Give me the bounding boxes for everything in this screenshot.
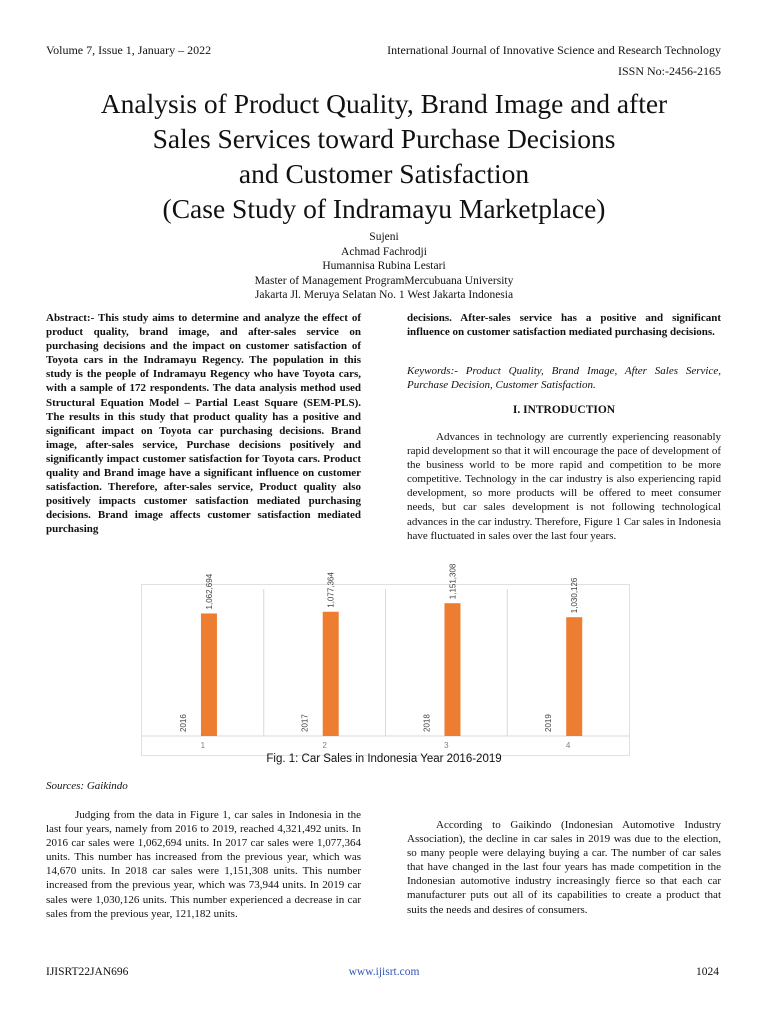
figure-caption: Fig. 1: Car Sales in Indonesia Year 2016-2019 — [266, 753, 502, 765]
data-label: 1,030,126 — [570, 577, 580, 614]
data-label: 1,062,694 — [204, 573, 214, 610]
body-paragraph-according: According to Gaikindo (Indonesian Automotive Industry Association), the decline in car sales in 2019 was due to the election, so many people were delaying buying a car. The number of car sales that have changed in the last four years has made competition in the Indonesian automotive industry increasingly fierce so that each car manufacturer puts out all of its capabilities to create a product that suits the needs and desires of consumers. — [407, 819, 721, 916]
x-tick-label: 3 — [444, 741, 449, 750]
data-label: 1,077,364 — [326, 572, 336, 608]
paper-title — [0, 86, 768, 226]
bar — [444, 603, 460, 736]
author-name: Sujeni — [369, 231, 399, 243]
author-affiliation: Master of Management ProgramMercubuana University — [254, 274, 514, 287]
bar — [201, 613, 217, 736]
journal-name: International Journal of Innovative Science and Research Technology — [387, 43, 721, 57]
introduction-paragraph: Advances in technology are currently experiencing reasonably rapid development so that it will encourage the pace of development of the business world to be more rapid and competition to be more competitive. Technology in the car industry is also experiencing rapid development, so more products will be offered to meet consumer needs, but car sales development is not following technological advances in the car industry. Therefore, Figure 1 Car sales in Indonesia have fluctuated in sales over the last four years. — [407, 431, 721, 542]
title-line: Sales Services toward Purchase Decisions — [152, 123, 616, 154]
title-line: (Case Study of Indramayu Marketplace) — [162, 193, 606, 224]
author-name: Achmad Fachrodji — [341, 245, 427, 258]
group-label: 2016 — [178, 714, 188, 732]
abstract-column-1: Abstract:- This study aims to determine and analyze the effect of product quality, brand image, and after-sales service on purchasing decisions and the impact on customer satisfaction of Toyota cars in the Indramayu Regency. The population in this study is the people of Indramayu Regency who have Toyota cars, with a sample of 172 respondents. The data analysis method used Structural Equation Model – Partial Least Square (SEM-PLS). The results in this study that product quality has a positive and significant impact on Toyota car purchasing decisions. Brand image, after-sales service, Purchase decisions positively and significantly impact customer satisfaction for Toyota cars. Product quality and Brand image have a significant influence on customer satisfaction. Therefore, after-sales service, Product quality also positively impacts customer satisfaction mediated purchasing decisions. Brand image affects customer satisfaction mediated purchasing — [46, 312, 361, 536]
x-tick-label: 2 — [322, 741, 327, 750]
data-label: 1,151,308 — [448, 563, 458, 600]
group-label: 2018 — [422, 714, 432, 732]
author-address: Jakarta Jl. Meruya Selatan No. 1 West Jakarta Indonesia — [254, 289, 514, 302]
title-line: Analysis of Product Quality, Brand Image and after — [100, 88, 668, 119]
section-heading-introduction: I. INTRODUCTION — [512, 404, 616, 416]
title-line: and Customer Satisfaction — [238, 158, 530, 189]
group-label: 2017 — [300, 714, 310, 732]
page-number: 1024 — [696, 966, 719, 978]
body-paragraph-judging: Judging from the data in Figure 1, car sales in Indonesia in the last four years, namely from 2016 to 2019, reached 4,321,492 units. In 2016 car sales were 1,062,694 units. In 2017 car sales were 1,077,364 units. This number has increased from the previous year, which was 14,670 units. In 2018 car sales were 1,151,308 units. This number increased from the previous year, which was 73,944 units. In 2019 car sales were 1,030,126 units. This number experienced a decrease in car sales from the previous year, 121,182 units. — [46, 809, 361, 920]
bar — [566, 617, 582, 736]
figure-1-chart — [141, 563, 630, 756]
author-block — [0, 230, 768, 303]
bar-chart — [142, 563, 629, 755]
journal-url[interactable]: www.ijisrt.com — [348, 966, 420, 978]
x-tick-label: 4 — [565, 741, 571, 750]
volume-issue: Volume 7, Issue 1, January – 2022 — [46, 43, 212, 57]
keywords: Keywords:- Product Quality, Brand Image, After Sales Service, Purchase Decision, Customer Satisfaction. — [407, 365, 721, 392]
author-name: Humannisa Rubina Lestari — [322, 260, 446, 273]
issn: ISSN No:-2456-2165 — [617, 64, 721, 78]
abstract-column-2: decisions. After-sales service has a positive and significant influence on customer satisfaction mediated purchasing decisions. — [407, 312, 721, 339]
x-tick-label: 1 — [200, 741, 206, 750]
bar — [323, 612, 339, 736]
paper-id: IJISRT22JAN696 — [46, 966, 129, 978]
figure-sources: Sources: Gaikindo — [46, 780, 128, 792]
group-label: 2019 — [544, 714, 554, 732]
